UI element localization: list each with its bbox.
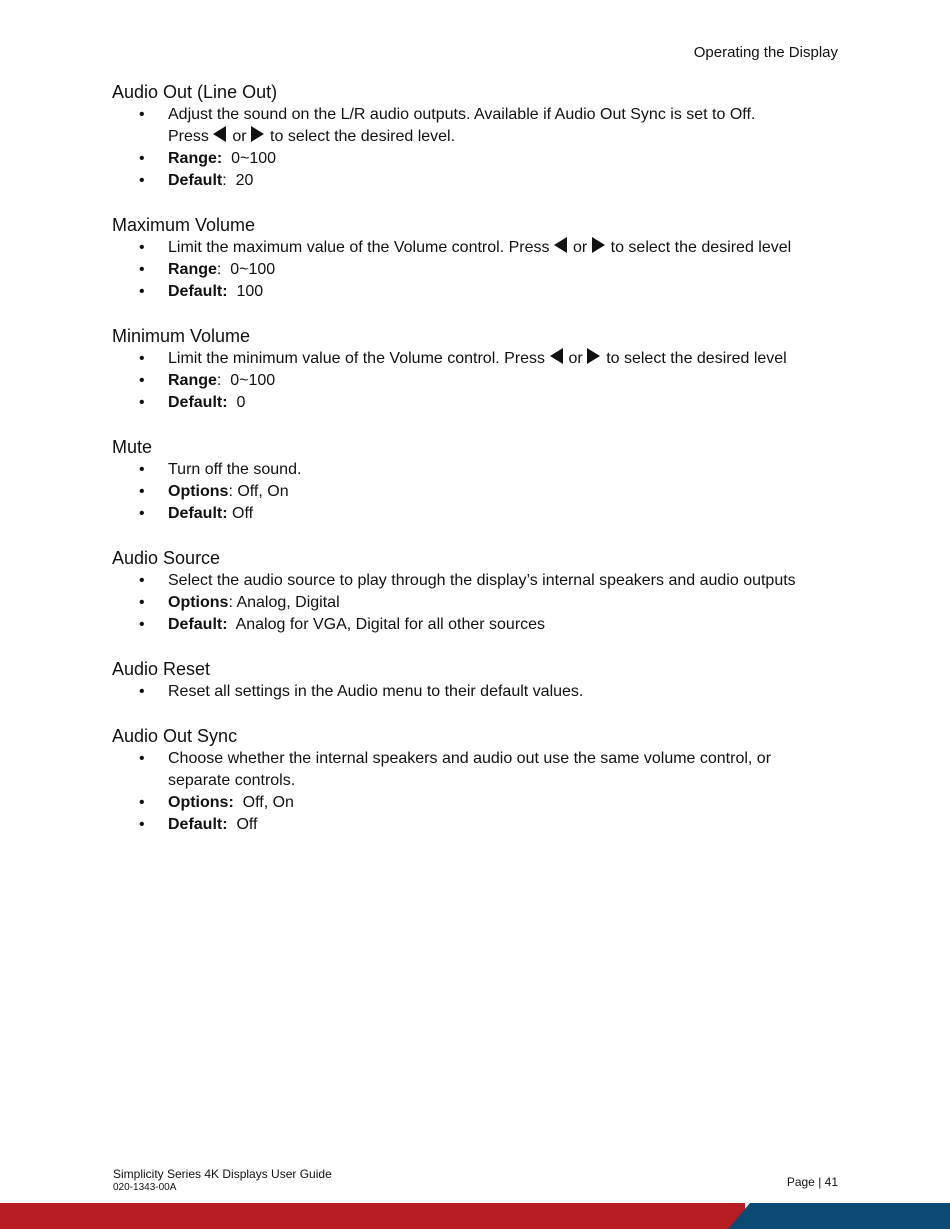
section-title: Minimum Volume xyxy=(112,326,251,346)
section-audio-source xyxy=(112,546,852,636)
bullet-list xyxy=(112,104,852,192)
list-item: • Adjust the sound on the L/R audio outputs. Available if Audio Out Sync is set to Off. Press or to select the desired level. xyxy=(112,104,852,148)
bullet-list xyxy=(112,681,852,703)
item-value: Off xyxy=(236,816,258,833)
right-triangle-icon xyxy=(592,237,605,253)
item-value: Analog for VGA, Digital for all other sources xyxy=(235,616,546,633)
section-title: Audio Reset xyxy=(112,659,211,679)
right-triangle-icon xyxy=(587,348,600,364)
section-title: Maximum Volume xyxy=(112,215,256,235)
item-label: Options xyxy=(168,483,229,500)
section-title: Audio Out (Line Out) xyxy=(112,82,278,102)
section-title: Mute xyxy=(112,437,153,457)
section-audio-out-sync xyxy=(112,724,852,836)
section-title: Audio Out Sync xyxy=(112,726,238,746)
item-value: 0~100 xyxy=(231,150,277,167)
section-minimum-volume xyxy=(112,324,852,414)
document-body xyxy=(112,80,852,857)
list-item: • Range: 0~100 xyxy=(112,259,852,281)
list-item: • Limit the maximum value of the Volume control. Press or to select the desired level xyxy=(112,237,852,259)
bullet-list xyxy=(112,570,852,636)
list-item xyxy=(112,503,852,525)
item-value: 20 xyxy=(235,172,254,189)
bullet-list xyxy=(112,348,852,414)
item-label: Default: xyxy=(168,394,228,411)
item-label: Default: xyxy=(168,816,228,833)
list-item: • Limit the minimum value of the Volume control. Press or to select the desired level xyxy=(112,348,852,370)
item-label: Range: xyxy=(168,150,223,167)
section-audio-reset xyxy=(112,657,852,703)
list-item xyxy=(112,592,852,614)
item-label: Default: xyxy=(168,505,228,522)
list-item: • Default: 20 xyxy=(112,170,852,192)
section-audio-out xyxy=(112,80,852,192)
item-label: Default: xyxy=(168,616,228,633)
list-item xyxy=(112,814,852,836)
footer-page-number: Page | 41 xyxy=(786,1175,838,1189)
left-triangle-icon xyxy=(213,126,226,142)
bullet-list xyxy=(112,237,852,303)
section-maximum-volume xyxy=(112,213,852,303)
right-triangle-icon xyxy=(251,126,264,142)
list-item: • Select the audio source to play through the display’s internal speakers and audio outputs xyxy=(112,570,852,592)
item-label: Default: xyxy=(168,283,228,300)
page-header-title: Operating the Display xyxy=(693,44,838,61)
footer-guide-title: Simplicity Series 4K Displays User Guide xyxy=(113,1167,332,1181)
section-mute xyxy=(112,435,852,525)
list-item: • Turn off the sound. xyxy=(112,459,852,481)
bullet-list xyxy=(112,748,852,836)
list-item xyxy=(112,148,852,170)
item-label: Options: xyxy=(168,794,234,811)
list-item: • Choose whether the internal speakers and audio out use the same volume control, or separate controls. xyxy=(112,748,852,792)
item-value: 100 xyxy=(236,283,264,300)
item-value: Off, On xyxy=(242,794,294,811)
item-label: Range xyxy=(168,372,217,389)
item-value: 0 xyxy=(236,394,246,411)
footer-doc-code: 020-1343-00A xyxy=(113,1182,177,1193)
item-value: 0~100 xyxy=(230,261,276,278)
footer-bar-blue xyxy=(728,1203,950,1229)
item-label: Range xyxy=(168,261,217,278)
section-title: Audio Source xyxy=(112,548,221,568)
item-value: : Off, On xyxy=(228,483,289,500)
list-item xyxy=(112,614,852,636)
bullet-list xyxy=(112,459,852,525)
footer-document-info xyxy=(113,1167,332,1195)
list-item: • Range: 0~100 xyxy=(112,370,852,392)
list-item xyxy=(112,792,852,814)
item-value: : Analog, Digital xyxy=(228,594,340,611)
footer-color-bar xyxy=(0,1203,950,1229)
item-value: Off xyxy=(232,505,254,522)
item-label: Default xyxy=(168,172,223,189)
list-item xyxy=(112,392,852,414)
item-label: Options xyxy=(168,594,229,611)
left-triangle-icon xyxy=(550,348,563,364)
list-item xyxy=(112,281,852,303)
item-value: 0~100 xyxy=(230,372,276,389)
footer-bar-red xyxy=(0,1203,745,1229)
left-triangle-icon xyxy=(554,237,567,253)
list-item xyxy=(112,481,852,503)
list-item: • Reset all settings in the Audio menu to their default values. xyxy=(112,681,852,703)
